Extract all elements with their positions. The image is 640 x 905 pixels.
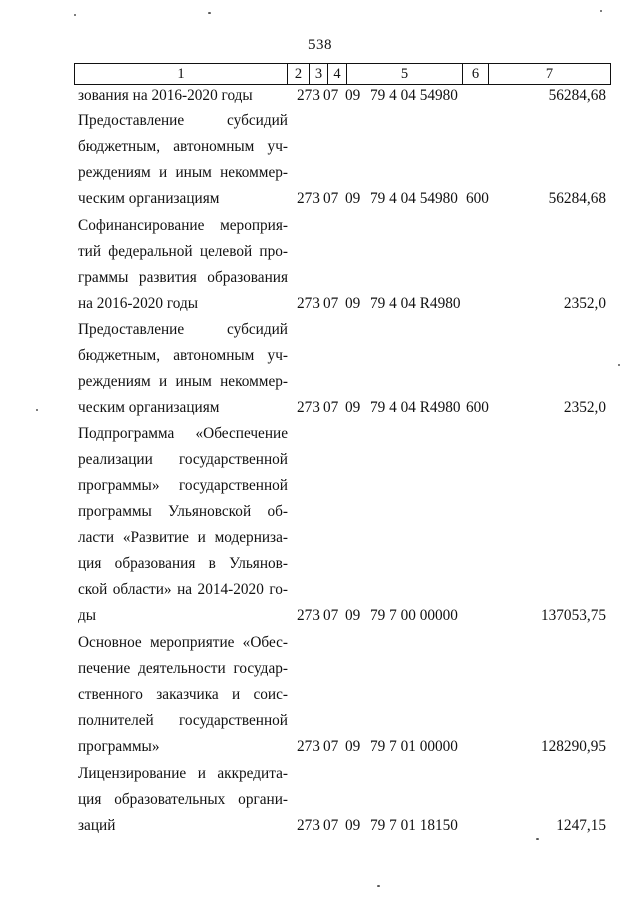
cell-ministry-code: 273	[297, 295, 320, 312]
cell-amount: 56284,68	[548, 190, 606, 207]
cell-section-code: 07	[323, 87, 339, 104]
header-col-2: 2	[288, 64, 310, 84]
cell-section-code: 07	[323, 607, 339, 624]
cell-section-code: 07	[323, 190, 339, 207]
description-line: Софинансирование мероприя-	[78, 217, 288, 234]
description-line: бюджетным, автономным уч-	[78, 347, 288, 364]
cell-expense-type: 600	[466, 190, 489, 207]
description-line: ция образовательных органи-	[78, 791, 288, 808]
scan-speck	[618, 364, 620, 366]
cell-amount: 56284,68	[548, 87, 606, 104]
description-line: программы» государственной	[78, 477, 288, 494]
description-line: ческим организациям	[78, 399, 220, 416]
description-line: ция образования в Ульянов-	[78, 555, 288, 572]
description-line: Предоставление субсидий	[78, 112, 288, 129]
cell-subsection-code: 09	[345, 607, 361, 624]
description-line: печение деятельности государ-	[78, 660, 288, 677]
cell-target-article: 79 7 00 00000	[370, 607, 458, 624]
table-header	[74, 63, 611, 85]
row-description	[78, 83, 288, 109]
scan-speck	[377, 885, 380, 887]
cell-amount: 128290,95	[540, 738, 606, 755]
row-description	[78, 761, 288, 839]
description-line: Основное мероприятие «Обес-	[78, 634, 288, 651]
description-line: реждениям и иным некоммер-	[78, 373, 288, 390]
cell-ministry-code: 273	[297, 738, 320, 755]
description-line: полнителей государственной	[78, 712, 288, 729]
cell-ministry-code: 273	[297, 817, 320, 834]
description-line: зования на 2016-2020 годы	[78, 87, 253, 104]
scan-speck	[74, 14, 76, 16]
description-line: ственного заказчика и соис-	[78, 686, 288, 703]
cell-amount: 137053,75	[540, 607, 606, 624]
cell-target-article: 79 4 04 54980	[370, 87, 458, 104]
cell-subsection-code: 09	[345, 817, 361, 834]
cell-section-code: 07	[323, 295, 339, 312]
row-description	[78, 317, 288, 421]
cell-target-article: 79 4 04 R4980	[370, 399, 461, 416]
cell-subsection-code: 09	[345, 190, 361, 207]
description-line: ческим организациям	[78, 190, 220, 207]
cell-section-code: 07	[323, 399, 339, 416]
row-description	[78, 213, 288, 317]
description-line: Лицензирование и аккредита-	[78, 765, 288, 782]
cell-ministry-code: 273	[297, 607, 320, 624]
description-line: граммы развития образования	[78, 269, 288, 286]
description-line: на 2016-2020 годы	[78, 295, 199, 312]
cell-subsection-code: 09	[345, 87, 361, 104]
cell-target-article: 79 4 04 54980	[370, 190, 458, 207]
scan-speck	[600, 10, 602, 12]
description-line: тий федеральной целевой про-	[78, 243, 288, 260]
description-line: Предоставление субсидий	[78, 321, 288, 338]
header-col-3: 3	[310, 64, 328, 84]
description-line: реждениям и иным некоммер-	[78, 164, 288, 181]
row-description	[78, 421, 288, 629]
cell-amount: 2352,0	[563, 295, 606, 312]
cell-section-code: 07	[323, 817, 339, 834]
header-col-4: 4	[328, 64, 347, 84]
row-description	[78, 630, 288, 760]
cell-target-article: 79 7 01 18150	[370, 817, 458, 834]
header-col-1: 1	[75, 64, 288, 84]
cell-subsection-code: 09	[345, 399, 361, 416]
scan-speck	[208, 12, 211, 14]
description-line: ской области» на 2014-2020 го-	[78, 581, 288, 598]
cell-subsection-code: 09	[345, 738, 361, 755]
description-line: программы Ульяновской об-	[78, 503, 288, 520]
header-col-7: 7	[545, 66, 554, 82]
cell-section-code: 07	[323, 738, 339, 755]
header-col-6: 6	[463, 64, 489, 84]
scan-speck	[536, 838, 539, 840]
cell-target-article: 79 7 01 00000	[370, 738, 458, 755]
cell-ministry-code: 273	[297, 190, 320, 207]
description-line: ды	[78, 607, 97, 624]
cell-amount: 1247,15	[556, 817, 606, 834]
cell-target-article: 79 4 04 R4980	[370, 295, 461, 312]
description-line: программы»	[78, 738, 160, 755]
cell-subsection-code: 09	[345, 295, 361, 312]
cell-ministry-code: 273	[297, 87, 320, 104]
description-line: реализации государственной	[78, 451, 288, 468]
description-line: ласти «Развитие и модерниза-	[78, 529, 288, 546]
description-line: бюджетным, автономным уч-	[78, 138, 288, 155]
page-number: 538	[308, 37, 332, 53]
description-line: заций	[78, 817, 116, 834]
cell-amount: 2352,0	[563, 399, 606, 416]
row-description	[78, 108, 288, 212]
header-col-5: 5	[347, 64, 463, 84]
cell-ministry-code: 273	[297, 399, 320, 416]
cell-expense-type: 600	[466, 399, 489, 416]
scan-speck	[36, 409, 38, 411]
description-line: Подпрограмма «Обеспечение	[78, 425, 288, 442]
